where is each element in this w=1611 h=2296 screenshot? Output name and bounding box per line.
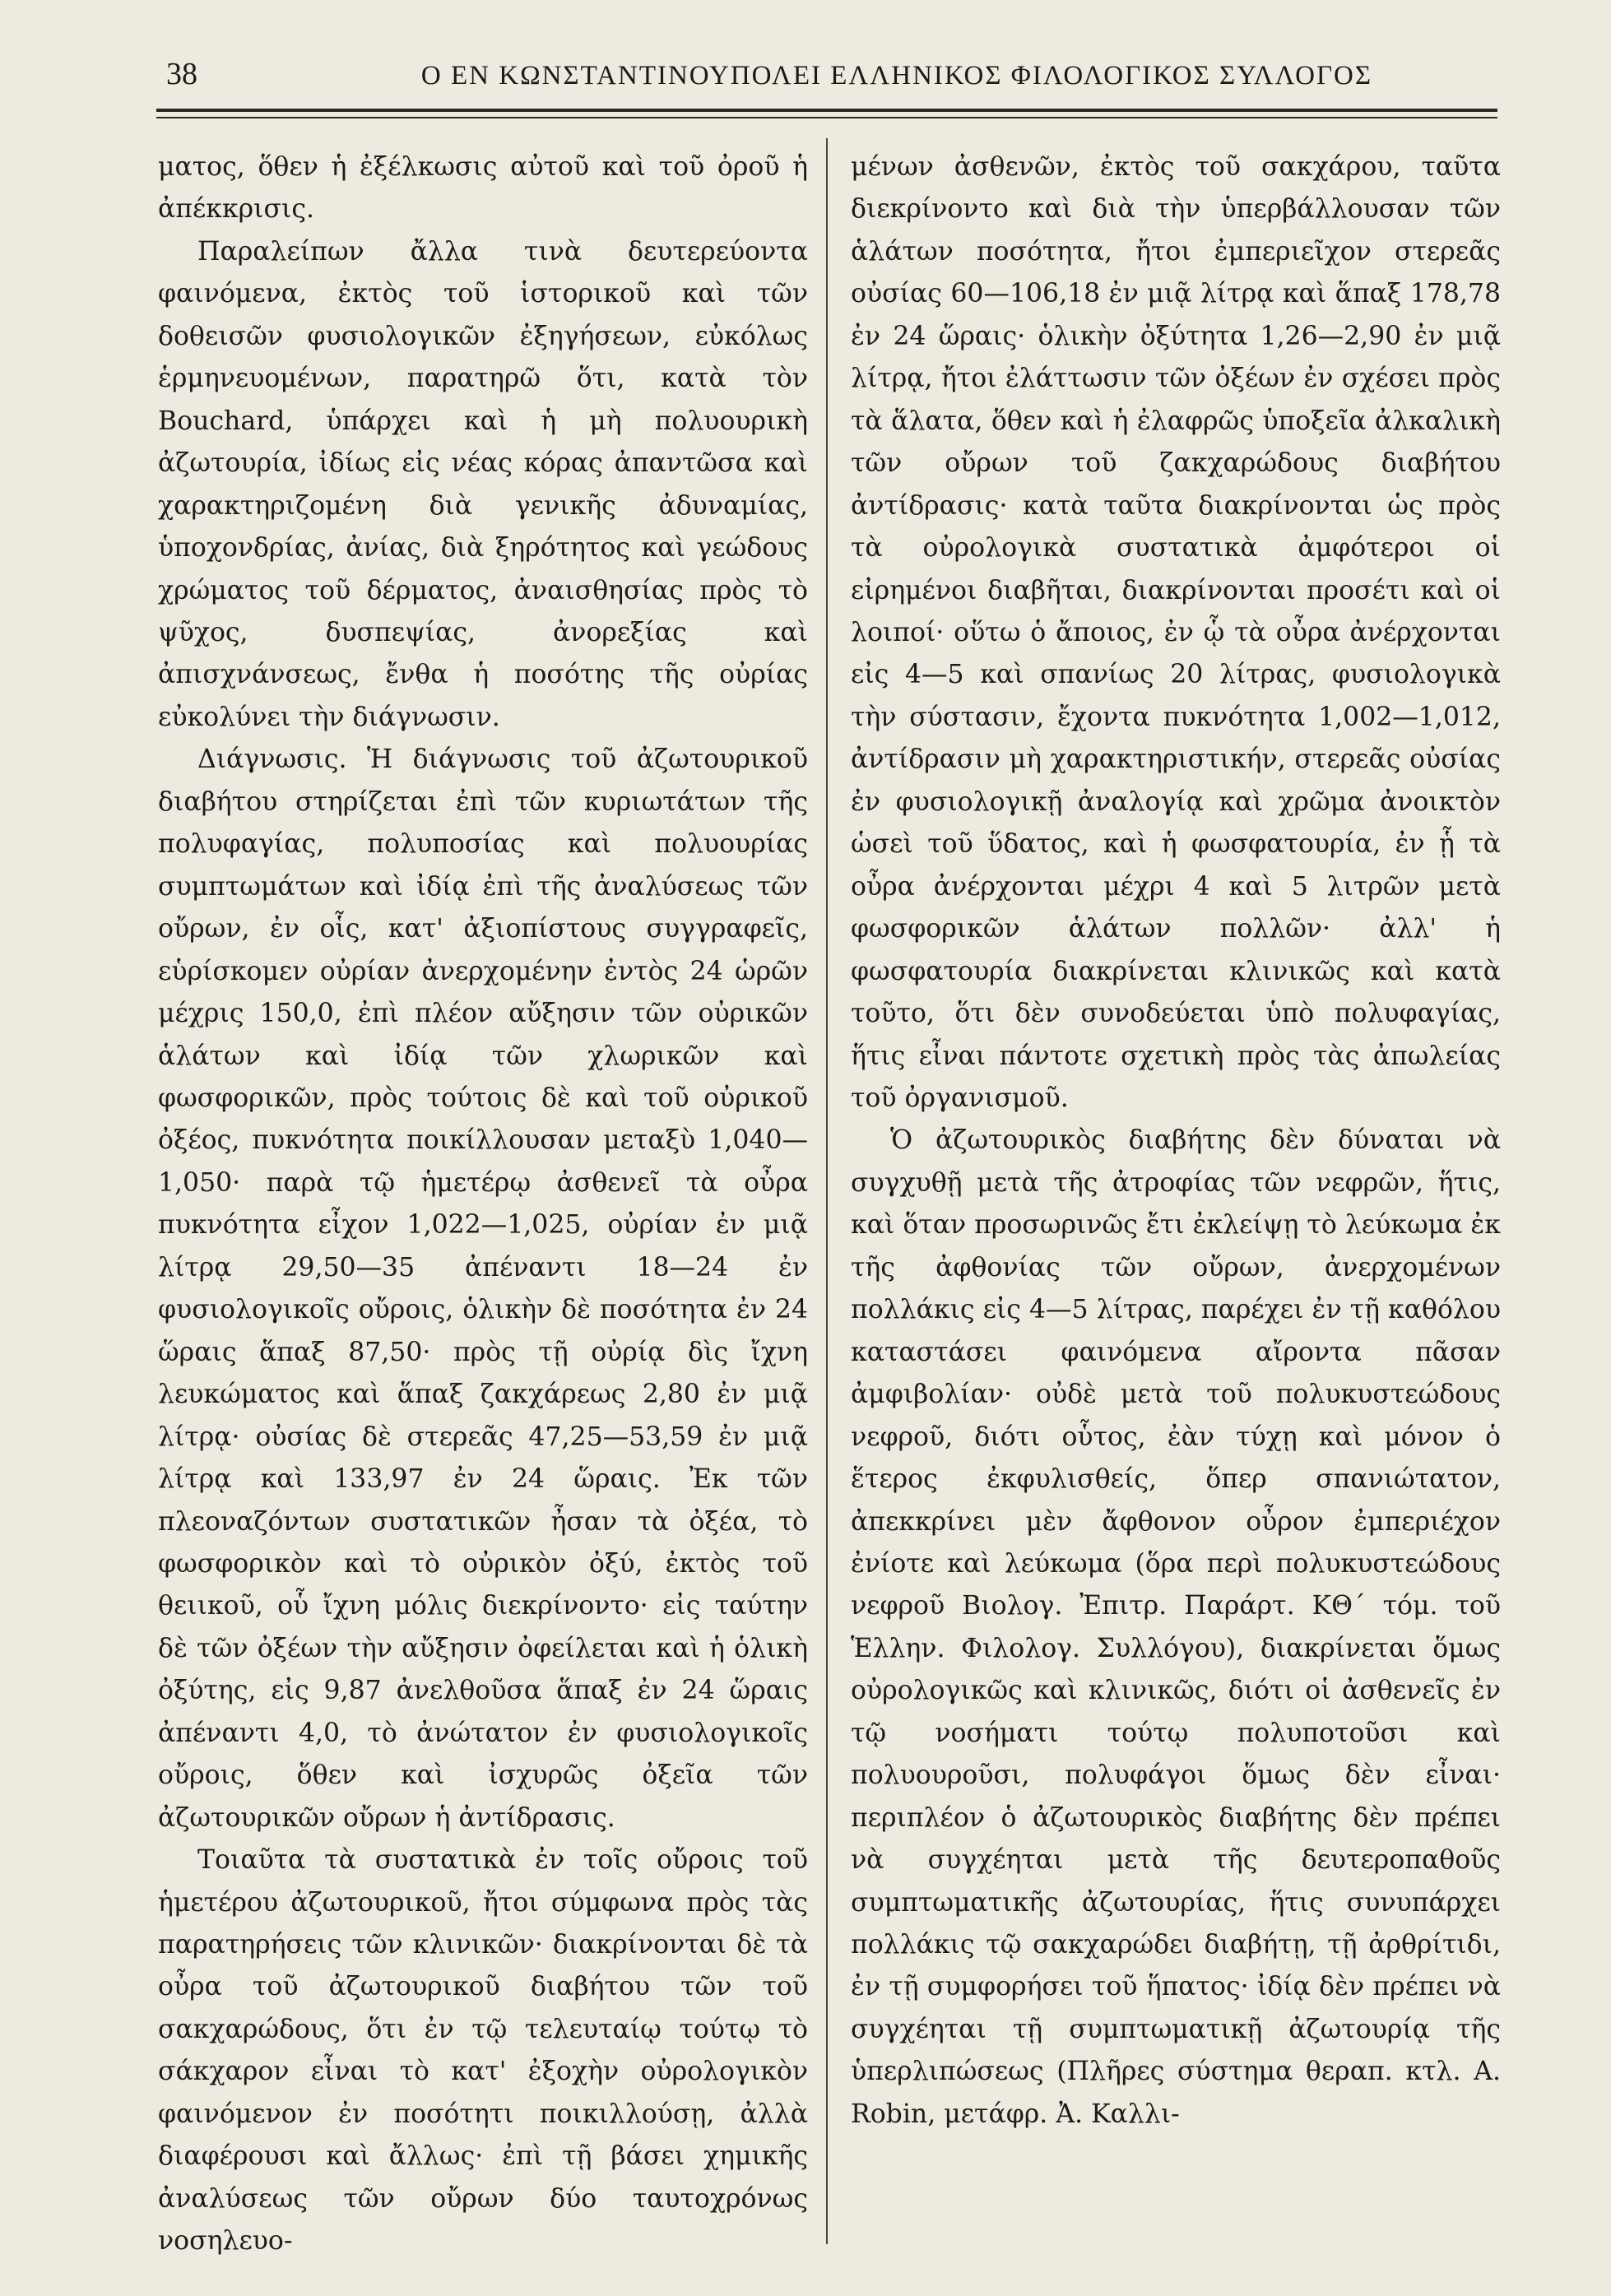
left-column [158,146,808,2263]
header-rule-thin [156,117,1497,118]
paragraph: Παραλείπων ἄλλα τινὰ δευτερεύοντα φαινόμενα, ἐκτὸς τοῦ ἱστορικοῦ καὶ τῶν δοθεισῶν φυσιολογικῶν ἐξηγήσεων, εὐκόλως ἑρμηνευομένων, παρατηρῶ ὅτι, κατὰ τὸν Bouchard, ὑπάρχει καὶ ἡ μὴ πολυουρικὴ ἀζωτουρία, ἰδίως εἰς νέας κόρας ἀπαντῶσα καὶ χαρακτηριζομένη διὰ γενικῆς ἀδυναμίας, ὑποχονδρίας, ἀνίας, διὰ ξηρότητος καὶ γεώδους χρώματος τοῦ δέρματος, ἀναισθησίας πρὸς τὸ ψῦχος, δυσπεψίας, ἀνορεξίας καὶ ἀπισχνάνσεως, ἔνθα ἡ ποσότης τῆς οὐρίας εὐκολύνει τὴν διάγνωσιν. [158,236,808,732]
page-number: 38 [166,57,197,91]
paragraph: Τοιαῦτα τὰ συστατικὰ ἐν τοῖς οὔροις τοῦ ἡμετέρου ἀζωτουρικοῦ, ἤτοι σύμφωνα πρὸς τὰς παρατηρήσεις τῶν κλινικῶν· διακρίνονται δὲ τὰ οὖρα τοῦ ἀζωτουρικοῦ διαβήτου τῶν τοῦ σακχαρώδους, ὅτι ἐν τῷ τελευταίῳ τούτῳ τὸ σάκχαρον εἶναι τὸ κατ' ἐξοχὴν οὐρολογικὸν φαινόμενον ἐν ποσότητι ποικιλλούσῃ, ἀλλὰ διαφέρουσι καὶ ἄλλως· ἐπὶ τῇ βάσει χημικῆς ἀναλύσεως τῶν οὔρων δύο ταυτοχρόνως νοσηλευο- [158,1845,808,2257]
running-title: Ο ΕΝ ΚΩΝΣΤΑΝΤΙΝΟΥΠΟΛΕΙ ΕΛΛΗΝΙΚΟΣ ΦΙΛΟΛΟΓΙΚΟΣ ΣΥΛΛΟΓΟΣ [420,61,1373,90]
column-divider [826,138,828,2244]
paragraph: ματος, ὅθεν ἡ ἐξέλκωσις αὐτοῦ καὶ τοῦ ὀροῦ ἡ ἀπέκκρισις. [158,152,808,225]
paragraph: Διάγνωσις. Ἡ διάγνωσις τοῦ ἀζωτουρικοῦ διαβήτου στηρίζεται ἐπὶ τῶν κυριωτάτων τῆς πολυφαγίας, πολυποσίας καὶ πολυουρίας συμπτωμάτων καὶ ἰδίᾳ ἐπὶ τῆς ἀναλύσεως τῶν οὔρων, ἐν οἷς, κατ' ἀξιοπίστους συγγραφεῖς, εὑρίσκομεν οὐρίαν ἀνερχομένην ἐντὸς 24 ὡρῶν μέχρις 150,0, ἐπὶ πλέον αὔξησιν τῶν οὐρικῶν ἁλάτων καὶ ἰδίᾳ τῶν χλωρικῶν καὶ φωσφορικῶν, πρὸς τούτοις δὲ καὶ τοῦ οὐρικοῦ ὀξέος, πυκνότητα ποικίλλουσαν μεταξὺ 1,040—1,050· παρὰ τῷ ἡμετέρῳ ἀσθενεῖ τὰ οὖρα πυκνότητα εἶχον 1,022—1,025, οὐρίαν ἐν μιᾷ λίτρᾳ 29,50—35 ἀπέναντι 18—24 ἐν φυσιολογικοῖς οὔροις, ὁλικὴν δὲ ποσότητα ἐν 24 ὥραις ἅπαξ 87,50· πρὸς τῇ οὐρίᾳ δὶς ἴχνη λευκώματος καὶ ἅπαξ ζακχάρεως 2,80 ἐν μιᾷ λίτρᾳ· οὐσίας δὲ στερεᾶς 47,25—53,59 ἐν μιᾷ λίτρᾳ καὶ 133,97 ἐν 24 ὥραις. Ἐκ τῶν πλεοναζόντων συστατικῶν ἦσαν τὰ ὀξέα, τὸ φωσφορικὸν καὶ τὸ οὐρικὸν ὀξύ, ἐκτὸς τοῦ θειικοῦ, οὗ ἴχνη μόλις διεκρίνοντο· εἰς ταύτην δὲ τῶν ὀξέων τὴν αὔξησιν ὀφείλεται καὶ ἡ ὁλικὴ ὀξύτης, εἰς 9,87 ἀνελθοῦσα ἅπαξ ἐν 24 ὥραις ἀπέναντι 4,0, τὸ ἀνώτατον ἐν φυσιολογικοῖς οὔροις, ὅθεν καὶ ἰσχυρῶς ὀξεῖα τῶν ἀζωτουρικῶν οὔρων ἡ ἀντίδρασις. [158,744,808,1833]
page-header [156,56,1497,105]
paragraph: μένων ἀσθενῶν, ἐκτὸς τοῦ σακχάρου, ταῦτα διεκρίνοντο καὶ διὰ τὴν ὑπερβάλλουσαν τῶν ἁλάτων ποσότητα, ἤτοι ἐμπεριεῖχον στερεᾶς οὐσίας 60—106,18 ἐν μιᾷ λίτρᾳ καὶ ἅπαξ 178,78 ἐν 24 ὥραις· ὁλικὴν ὀξύτητα 1,26—2,90 ἐν μιᾷ λίτρᾳ, ἤτοι ἐλάττωσιν τῶν ὀξέων ἐν σχέσει πρὸς τὰ ἅλατα, ὅθεν καὶ ἡ ἐλαφρῶς ὑποξεῖα ἀλκαλικὴ τῶν οὔρων τοῦ ζακχαρώδους διαβήτου ἀντίδρασις· κατὰ ταῦτα διακρίνονται ὡς πρὸς τὰ οὐρολογικὰ συστατικὰ ἀμφότεροι οἱ εἰρημένοι διαβῆται, διακρίνονται προσέτι καὶ οἱ λοιποί· οὕτω ὁ ἄποιος, ἐν ᾧ τὰ οὖρα ἀνέρχονται εἰς 4—5 καὶ σπανίως 20 λίτρας, φυσιολογικὰ τὴν σύστασιν, ἔχοντα πυκνότητα 1,002—1,012, ἀντίδρασιν μὴ χαρακτηριστικήν, στερεᾶς οὐσίας ἐν φυσιολογικῇ ἀναλογίᾳ καὶ χρῶμα ἀνοικτὸν ὡσεὶ τοῦ ὕδατος, καὶ ἡ φωσφατουρία, ἐν ᾗ τὰ οὖρα ἀνέρχονται μέχρι 4 καὶ 5 λιτρῶν μετὰ φωσφορικῶν ἁλάτων πολλῶν· ἀλλ' ἡ φωσφατουρία διακρίνεται κλινικῶς καὶ κατὰ τοῦτο, ὅτι δὲν συνοδεύεται ὑπὸ πολυφαγίας, ἥτις εἶναι πάντοτε σχετικὴ πρὸς τὰς ἀπωλείας τοῦ ὀργανισμοῦ. [851,152,1501,1113]
right-column [851,146,1501,2136]
paragraph: Ὁ ἀζωτουρικὸς διαβήτης δὲν δύναται νὰ συγχυθῇ μετὰ τῆς ἀτροφίας τῶν νεφρῶν, ἥτις, καὶ ὅταν προσωρινῶς ἔτι ἐκλείψῃ τὸ λεύκωμα ἐκ τῆς ἀφθονίας τῶν οὔρων, ἀνερχομένων πολλάκις εἰς 4—5 λίτρας, παρέχει ἐν τῇ καθόλου καταστάσει φαινόμενα αἴροντα πᾶσαν ἀμφιβολίαν· οὐδὲ μετὰ τοῦ πολυκυστεώδους νεφροῦ, διότι οὗτος, ἐὰν τύχῃ καὶ μόνον ὁ ἕτερος ἐκφυλισθείς, ὅπερ σπανιώτατον, ἀπεκκρίνει μὲν ἄφθονον οὖρον ἐμπεριέχον ἐνίοτε καὶ λεύκωμα (ὅρα περὶ πολυκυστεώδους νεφροῦ Βιολογ. Ἐπιτρ. Παράρτ. ΚΘ΄ τόμ. τοῦ Ἑλλην. Φιλολογ. Συλλόγου), διακρίνεται ὅμως οὐρολογικῶς καὶ κλινικῶς, διότι οἱ ἀσθενεῖς ἐν τῷ νοσήματι τούτῳ πολυποτοῦσι καὶ πολυουροῦσι, πολυφάγοι ὅμως δὲν εἶναι· περιπλέον ὁ ἀζωτουρικὸς διαβήτης δὲν πρέπει νὰ συγχέηται μετὰ τῆς δευτεροπαθοῦς συμπτωματικῆς ἀζωτουρίας, ἥτις συνυπάρχει πολλάκις τῷ σακχαρώδει διαβήτῃ, τῇ ἀρθρίτιδι, ἐν τῇ συμφορήσει τοῦ ἥπατος· ἰδίᾳ δὲν πρέπει νὰ συγχέηται τῇ συμπτωματικῇ ἀζωτουρίᾳ τῆς ὑπερλιπώσεως (Πλῆρες σύστημα θεραπ. κτλ. A. Robin, μετάφρ. Ἀ. Καλλι- [851,1125,1501,2129]
header-rule-thick [156,109,1497,112]
